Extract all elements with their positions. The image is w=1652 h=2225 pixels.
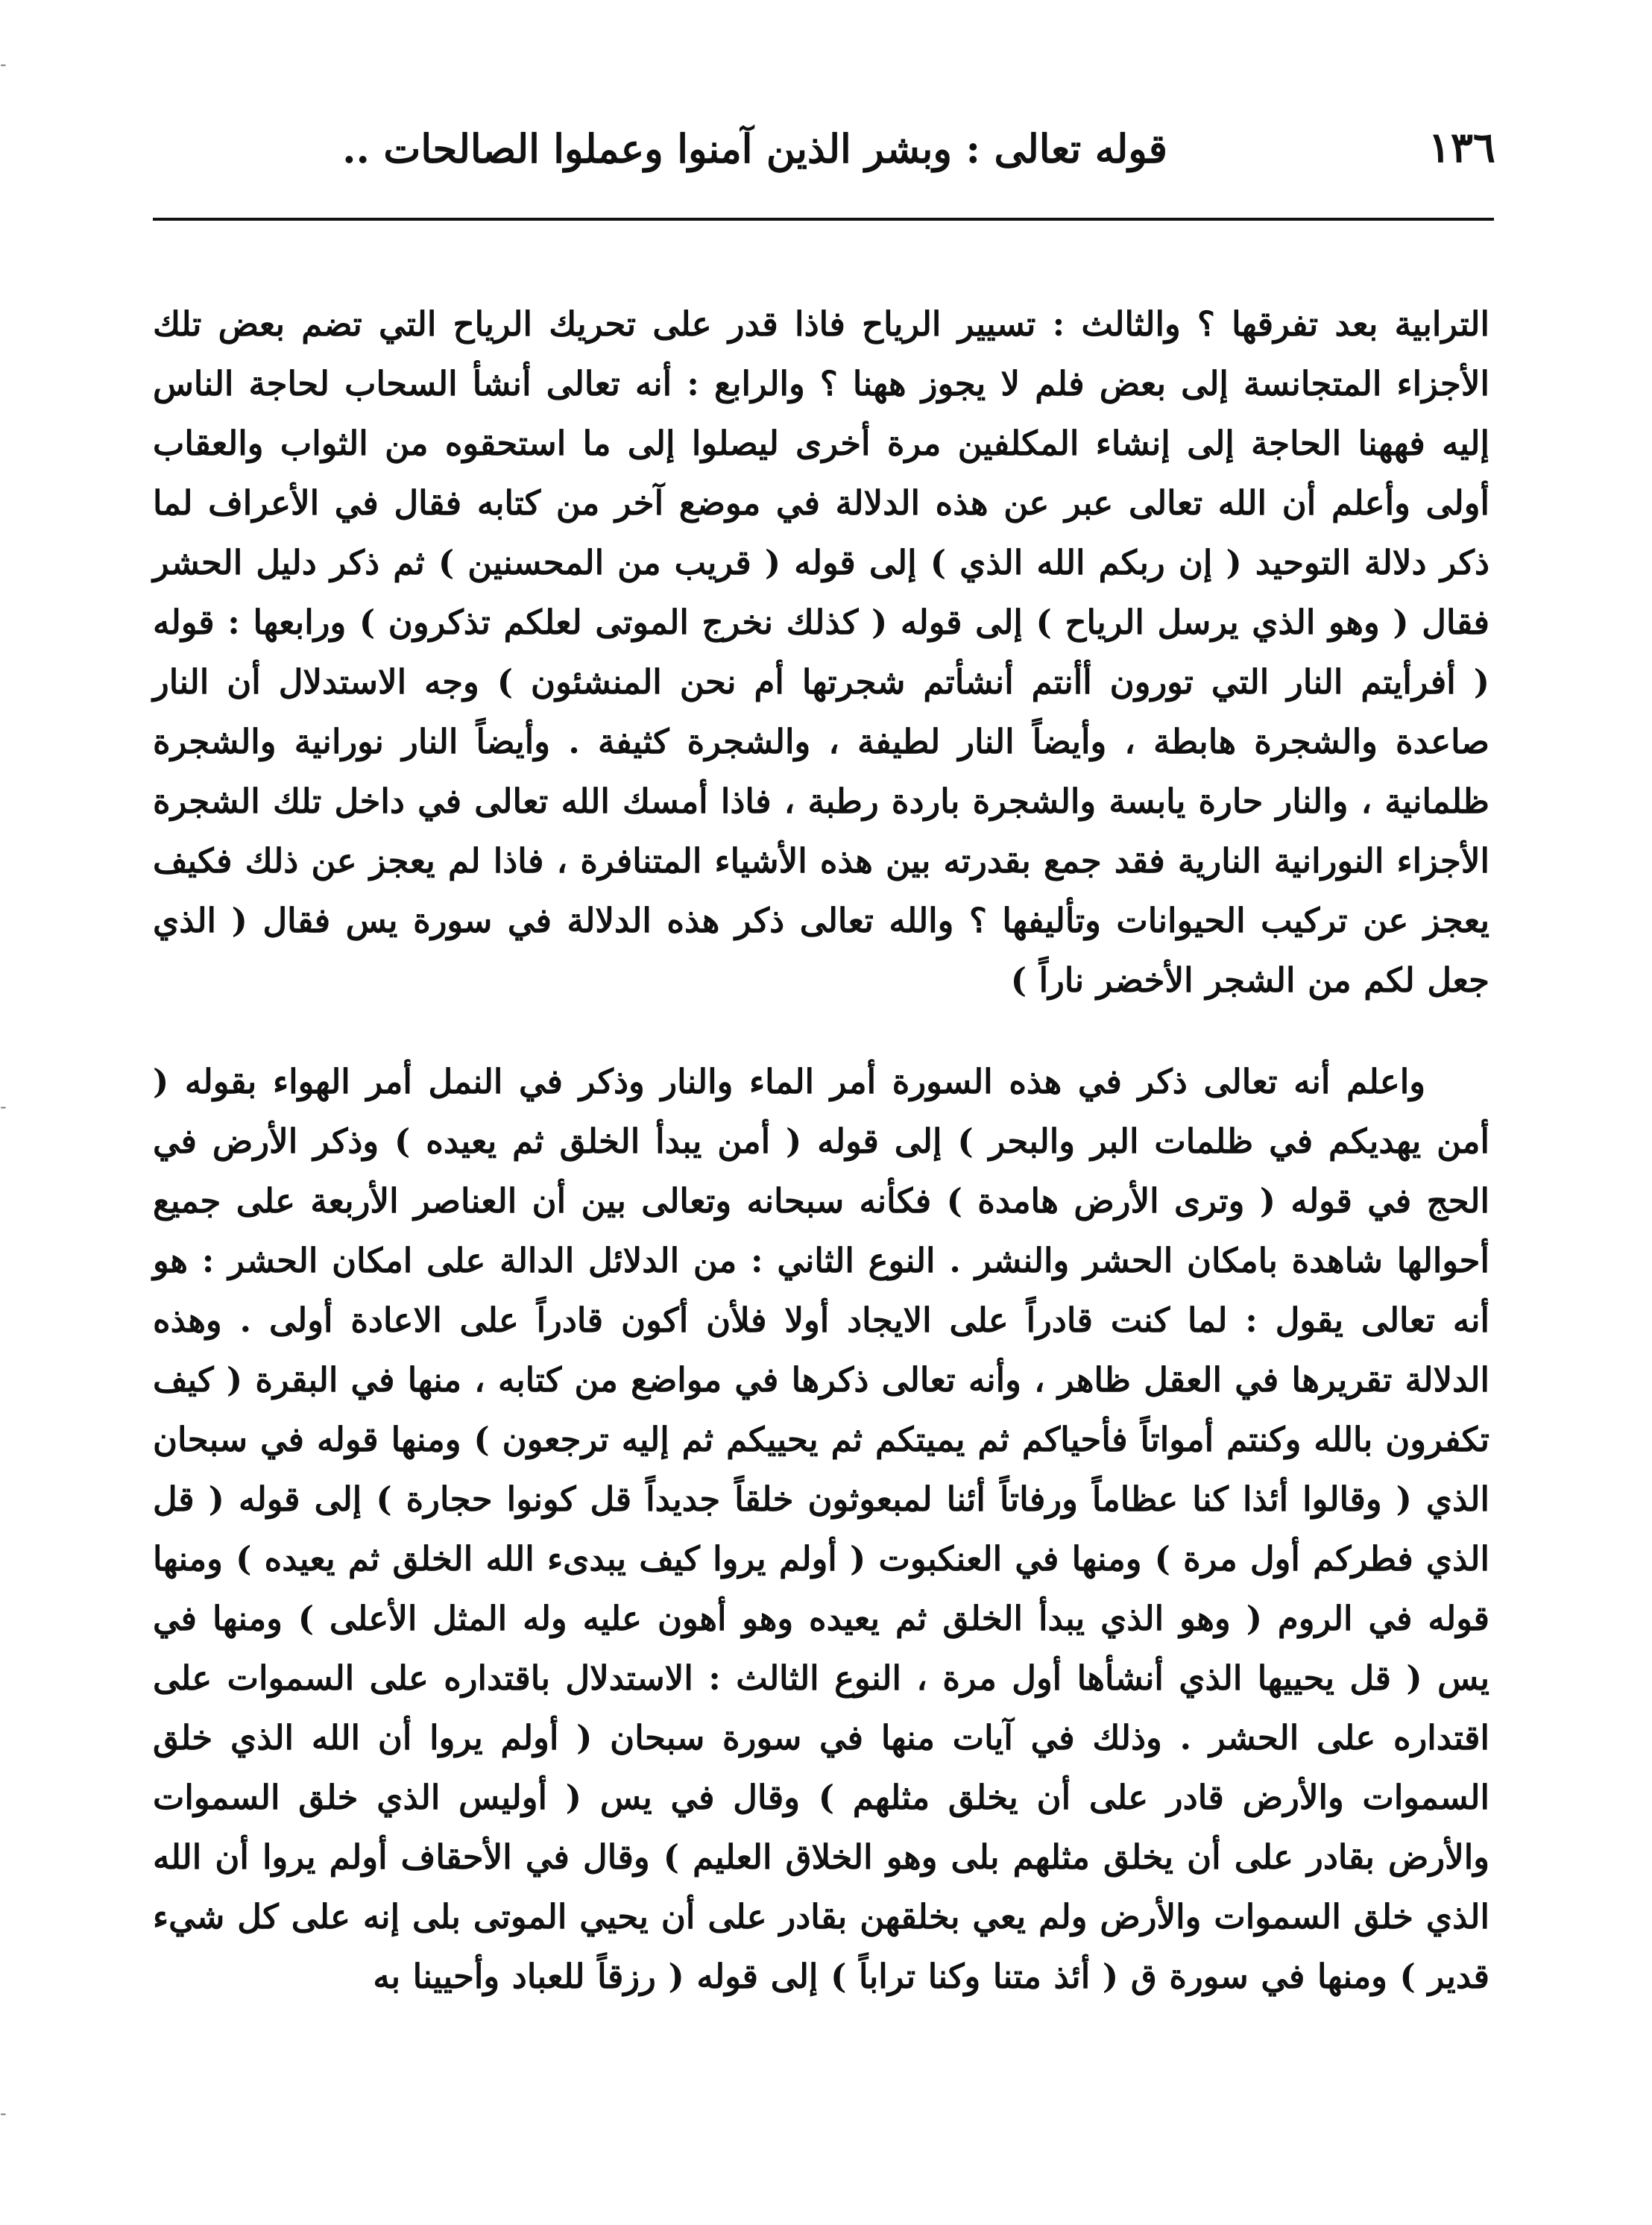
running-header <box>157 119 1495 203</box>
header-rule <box>153 218 1494 221</box>
main-text <box>153 261 1489 2040</box>
scan-edge-mark: - <box>0 54 7 75</box>
scan-edge-mark: - <box>0 2103 7 2124</box>
page-number: ١٣٦ <box>1428 123 1495 172</box>
paragraph-2: واعلم أنه تعالى ذكر في هذه السورة أمر الماء والنار وذكر في النمل أمر الهواء بقوله ( أمن يهديكم في ظلمات البر والبحر ) إلى قوله ( أمن يبدأ الخلق ثم يعيده ) وذكر الأرض في الحج في قوله ( وترى الأرض هامدة ) فكأنه سبحانه وتعالى بين أن العناصر الأربعة على جميع أحوالها شاهدة بامكان الحشر والنشر . النوع الثاني : من الدلائل الدالة على امكان الحشر : هو أنه تعالى يقول : لما كنت قادراً على الايجاد أولا فلأن أكون قادراً على الاعادة أولى . وهذه الدلالة تقريرها في العقل ظاهر ، وأنه تعالى ذكرها في مواضع من كتابه ، منها في البقرة ( كيف تكفرون بالله وكنتم أمواتاً فأحياكم ثم يميتكم ثم يحييكم ثم إليه ترجعون ) ومنها قوله في سبحان الذي ( وقالوا أئذا كنا عظاماً ورفاتاً أئنا لمبعوثون خلقاً جديداً قل كونوا حجارة ) إلى قوله ( قل الذي فطركم أول مرة ) ومنها في العنكبوت ( أولم يروا كيف يبدىء الله الخلق ثم يعيده ) ومنها قوله في الروم ( وهو الذي يبدأ الخلق ثم يعيده وهو أهون عليه وله المثل الأعلى ) ومنها في يس ( قل يحييها الذي أنشأها أول مرة ، النوع الثالث : الاستدلال باقتداره على السموات على اقتداره على الحشر . وذلك في آيات منها في سورة سبحان ( أولم يروا أن الله الذي خلق السموات والأرض قادر على أن يخلق مثلهم ) وقال في يس ( أوليس الذي خلق السموات والأرض بقادر على أن يخلق مثلهم بلى وهو الخلاق العليم ) وقال في الأحقاف أولم يروا أن الله الذي خلق السموات والأرض ولم يعي بخلقهن بقادر على أن يحيي الموتى بلى إنه على كل شيء قدير ) ومنها في سورة ق ( أئذ متنا وكنا تراباً ) إلى قوله ( رزقاً للعباد وأحيينا به <box>153 1062 1489 1996</box>
paragraph-1: الترابية بعد تفرقها ؟ والثالث : تسيير الرياح فاذا قدر على تحريك الرياح التي تضم بعض تلك الأجزاء المتجانسة إلى بعض فلم لا يجوز ههنا ؟ والرابع : أنه تعالى أنشأ السحاب لحاجة الناس إليه فههنا الحاجة إلى إنشاء المكلفين مرة أخرى ليصلوا إلى ما استحقوه من الثواب والعقاب أولى وأعلم أن الله تعالى عبر عن هذه الدلالة في موضع آخر من كتابه فقال في الأعراف لما ذكر دلالة التوحيد ( إن ربكم الله الذي ) إلى قوله ( قريب من المحسنين ) ثم ذكر دليل الحشر فقال ( وهو الذي يرسل الرياح ) إلى قوله ( كذلك نخرج الموتى لعلكم تذكرون ) ورابعها : قوله ( أفرأيتم النار التي تورون أأنتم أنشأتم شجرتها أم نحن المنشئون ) وجه الاستدلال أن النار صاعدة والشجرة هابطة ، وأيضاً النار لطيفة ، والشجرة كثيفة . وأيضاً النار نورانية والشجرة ظلمانية ، والنار حارة يابسة والشجرة باردة رطبة ، فاذا أمسك الله تعالى في داخل تلك الشجرة الأجزاء النورانية النارية فقد جمع بقدرته بين هذه الأشياء المتنافرة ، فاذا لم يعجز عن ذلك فكيف يعجز عن تركيب الحيوانات وتأليفها ؟ والله تعالى ذكر هذه الدلالة في سورة يس فقال ( الذي جعل لكم من الشجر الأخضر ناراً ) <box>153 304 1489 1000</box>
header-title: قوله تعالى : وبشر الذين آمنوا وعملوا الصالحات .. <box>342 126 1167 172</box>
scan-edge-mark: - <box>0 1096 7 1117</box>
